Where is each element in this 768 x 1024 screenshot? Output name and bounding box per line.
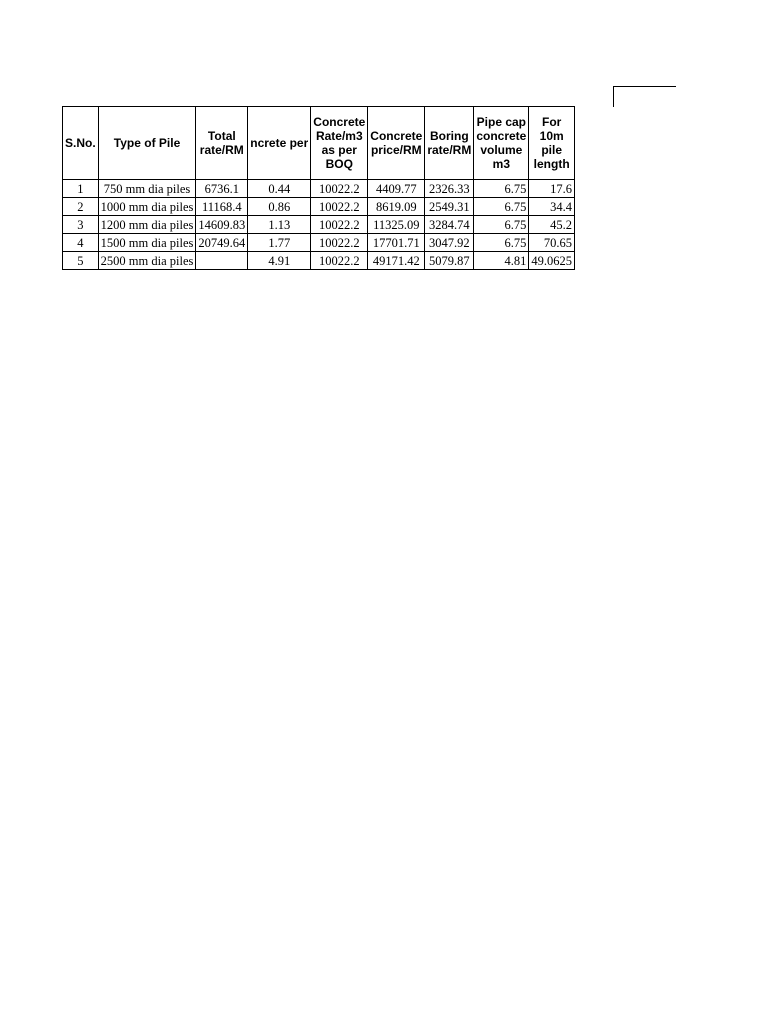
- cell-total-rate[interactable]: 20749.64: [196, 234, 248, 252]
- cell-concrete-rate[interactable]: 10022.2: [311, 252, 368, 270]
- cell-concrete-per-rm[interactable]: 1.77: [248, 234, 311, 252]
- cell-sno[interactable]: 3: [63, 216, 99, 234]
- cell-pipe-cap[interactable]: 4.81: [474, 252, 529, 270]
- cell-boring-rate[interactable]: 3047.92: [425, 234, 474, 252]
- table-header-row: [63, 107, 575, 180]
- cell-type[interactable]: 1000 mm dia piles: [98, 198, 196, 216]
- cell-total-rate[interactable]: 11168.4: [196, 198, 248, 216]
- cell-concrete-price[interactable]: 4409.77: [368, 180, 425, 198]
- table-row: [63, 216, 575, 234]
- cell-for-10m[interactable]: 34.4: [529, 198, 575, 216]
- cell-for-10m[interactable]: 70.65: [529, 234, 575, 252]
- cell-sno[interactable]: 2: [63, 198, 99, 216]
- header-total-rate[interactable]: Total rate/RM: [196, 107, 248, 180]
- cell-concrete-rate[interactable]: 10022.2: [311, 180, 368, 198]
- cell-for-10m[interactable]: 45.2: [529, 216, 575, 234]
- cell-sno[interactable]: 1: [63, 180, 99, 198]
- cell-type[interactable]: 750 mm dia piles: [98, 180, 196, 198]
- cell-boring-rate[interactable]: 5079.87: [425, 252, 474, 270]
- cell-type[interactable]: 2500 mm dia piles: [98, 252, 196, 270]
- cell-pipe-cap[interactable]: 6.75: [474, 234, 529, 252]
- header-boring-rate[interactable]: Boring rate/RM: [425, 107, 474, 180]
- cell-boring-rate[interactable]: 2326.33: [425, 180, 474, 198]
- cell-concrete-price[interactable]: 17701.71: [368, 234, 425, 252]
- cell-boring-rate[interactable]: 2549.31: [425, 198, 474, 216]
- cell-concrete-per-rm[interactable]: 0.86: [248, 198, 311, 216]
- cell-type[interactable]: 1200 mm dia piles: [98, 216, 196, 234]
- pile-rate-table: [62, 106, 575, 270]
- cell-border-fragment: [613, 86, 676, 107]
- table-row: [63, 252, 575, 270]
- cell-total-rate[interactable]: 6736.1: [196, 180, 248, 198]
- table-row: [63, 234, 575, 252]
- cell-for-10m[interactable]: 17.6: [529, 180, 575, 198]
- cell-sno[interactable]: 5: [63, 252, 99, 270]
- cell-concrete-per-rm[interactable]: 0.44: [248, 180, 311, 198]
- cell-pipe-cap[interactable]: 6.75: [474, 198, 529, 216]
- header-sno[interactable]: S.No.: [63, 107, 99, 180]
- header-concrete-per-rm[interactable]: [248, 107, 311, 180]
- cell-type[interactable]: 1500 mm dia piles: [98, 234, 196, 252]
- cell-concrete-rate[interactable]: 10022.2: [311, 198, 368, 216]
- table-row: [63, 198, 575, 216]
- cell-total-rate[interactable]: 14609.83: [196, 216, 248, 234]
- header-type-of-pile[interactable]: Type of Pile: [98, 107, 196, 180]
- cell-boring-rate[interactable]: 3284.74: [425, 216, 474, 234]
- header-for-10m-pile-length[interactable]: For 10m pile length: [529, 107, 575, 180]
- cell-concrete-price[interactable]: 49171.42: [368, 252, 425, 270]
- header-concrete-per-rm-text: ncrete per: [250, 136, 309, 150]
- cell-concrete-per-rm[interactable]: 1.13: [248, 216, 311, 234]
- header-concrete-price[interactable]: Concrete price/RM: [368, 107, 425, 180]
- table-row: [63, 180, 575, 198]
- cell-concrete-rate[interactable]: 10022.2: [311, 216, 368, 234]
- header-pipe-cap-volume[interactable]: Pipe cap concrete volume m3: [474, 107, 529, 180]
- cell-for-10m[interactable]: 49.0625: [529, 252, 575, 270]
- cell-concrete-rate[interactable]: 10022.2: [311, 234, 368, 252]
- cell-pipe-cap[interactable]: 6.75: [474, 216, 529, 234]
- cell-concrete-per-rm[interactable]: 4.91: [248, 252, 311, 270]
- cell-concrete-price[interactable]: 8619.09: [368, 198, 425, 216]
- cell-pipe-cap[interactable]: 6.75: [474, 180, 529, 198]
- cell-sno[interactable]: 4: [63, 234, 99, 252]
- cell-total-rate[interactable]: [196, 252, 248, 270]
- cell-concrete-price[interactable]: 11325.09: [368, 216, 425, 234]
- header-concrete-rate[interactable]: Concrete Rate/m3 as per BOQ: [311, 107, 368, 180]
